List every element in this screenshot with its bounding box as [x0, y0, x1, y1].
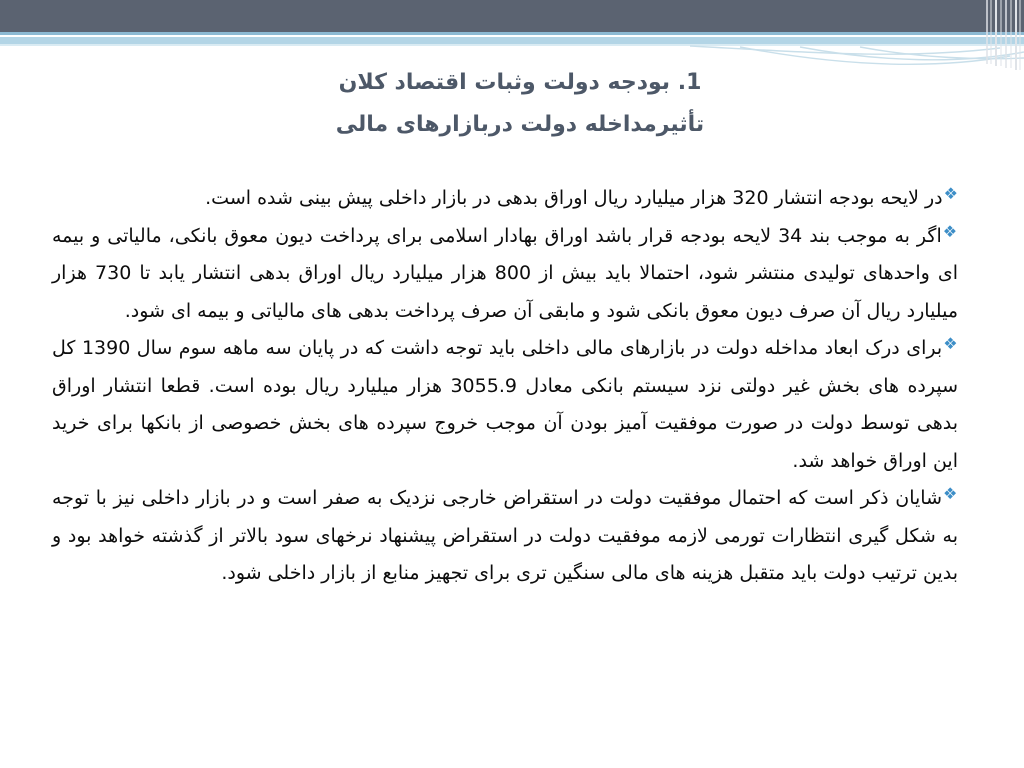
header-bar — [0, 0, 1024, 32]
diamond-bullet-icon: ❖ — [943, 484, 959, 503]
paragraph-text: شایان ذکر است که احتمال موفقیت دولت در استقراض خارجی نزدیک به صفر است و در بازار داخلی نیز با توجه به شکل گیری انتظارات تورمی لازمه موفقیت دولت در استقراض پیشنهاد نرخهای سود بالاتر از گذشته خواهد بود و بدین ترتیب دولت باید متقبل هزینه های مالی سنگین تری برای تجهیز منابع از بازار داخلی شود. — [52, 487, 958, 584]
paragraph-text: اگر به موجب بند 34 لایحه بودجه قرار باشد اوراق بهادار اسلامی برای پرداخت دیون معوق بانکی، مالیاتی و بیمه ای واحدهای تولیدی منتشر شود، احتمالا باید بیش از 800 هزار میلیارد ریال اوراق بدهی انتشار یابد تا 730 هزار میلیارد ریال آن صرف دیون معوق بانکی شود و مابقی آن صرف پرداخت بدهی های مالیاتی و بیمه ای شود. — [52, 224, 958, 322]
diamond-bullet-icon: ❖ — [943, 334, 959, 353]
bullet-paragraph — [52, 218, 958, 331]
bullet-paragraph — [52, 480, 958, 593]
bullet-paragraph — [52, 180, 958, 218]
title-line-1: 1. بودجه دولت وثبات اقتصاد کلان — [338, 70, 702, 95]
bullet-paragraph — [52, 330, 958, 480]
header-band-gap — [0, 35, 1024, 37]
paragraph-text: برای درک ابعاد مداخله دولت در بازارهای مالی داخلی باید توجه داشت که در پایان سه ماهه سوم سال 1390 کل سپرده های بخش غیر دولتی نزد سیستم بانکی معادل 3055.9 هزار میلیارد ریال بوده است. قطعا انتشار اوراق بدهی توسط دولت در صورت موفقیت آمیز بودن آن موجب خروج سپرده های بخش خصوصی از بانکها برای خرید این اوراق خواهد شد. — [52, 337, 958, 472]
paragraph-text: در لایحه بودجه انتشار 320 هزار میلیارد ریال اوراق بدهی در بازار داخلی پیش بینی شده است. — [205, 187, 943, 209]
header-band-fade — [0, 44, 1024, 46]
header-band — [0, 37, 1024, 44]
diamond-bullet-icon: ❖ — [942, 221, 958, 241]
diamond-bullet-icon: ❖ — [943, 184, 958, 203]
title-line-2: تأثیرمداخله دولت دربازارهای مالی — [335, 112, 705, 137]
slide-title — [250, 62, 790, 146]
slide-body — [52, 180, 958, 593]
header-band-top-line — [0, 32, 1024, 35]
